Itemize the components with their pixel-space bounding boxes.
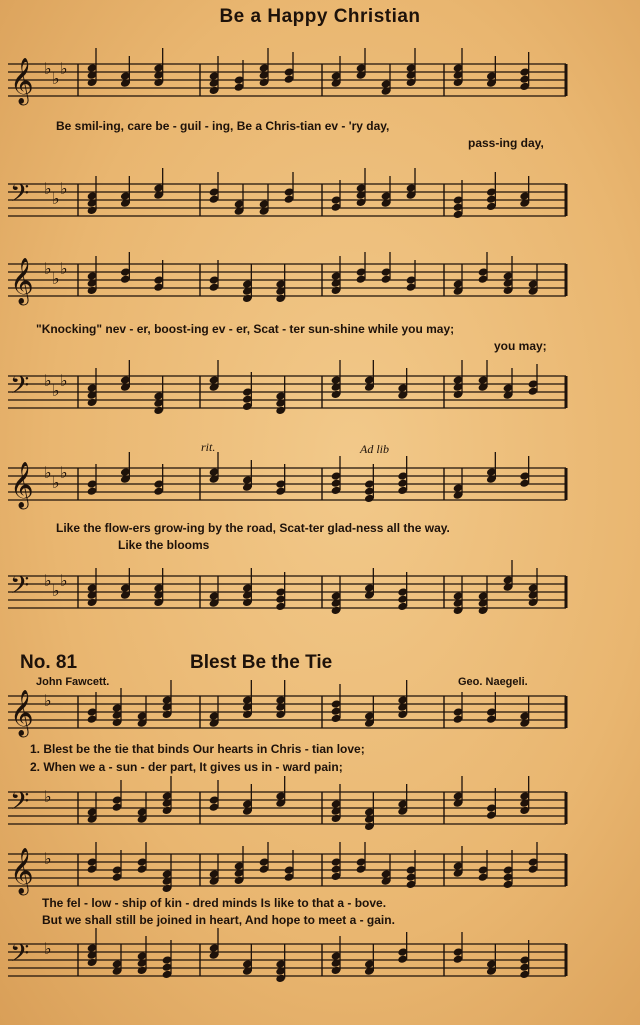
flat-sign: ♭ — [52, 473, 60, 492]
flat-sign: ♭ — [60, 463, 68, 482]
flat-sign: ♭ — [44, 259, 52, 278]
flat-sign: ♭ — [52, 381, 60, 400]
treble-clef: 𝄞 — [10, 258, 34, 304]
lyric-line: 2. When we a - sun - der part, It gives us in - ward pain; — [30, 760, 343, 774]
flat-sign: ♭ — [60, 571, 68, 590]
bass-clef: 𝄢 — [10, 939, 30, 974]
author-credit: John Fawcett. — [36, 676, 110, 688]
music-staff — [0, 558, 640, 638]
hymn-title: Be a Happy Christian — [219, 6, 421, 27]
lyric-line: Like the blooms — [118, 538, 210, 552]
flat-sign: ♭ — [44, 939, 52, 958]
music-staff — [0, 778, 640, 838]
lyric-line: But we shall still be joined in heart, And hope to meet a - gain. — [42, 913, 395, 927]
music-staff — [0, 450, 640, 530]
lyric-line: you may; — [494, 339, 547, 353]
bass-clef: 𝄢 — [10, 571, 30, 606]
music-staff — [0, 930, 640, 990]
flat-sign: ♭ — [44, 571, 52, 590]
music-staff — [0, 358, 640, 438]
treble-clef: 𝄞 — [10, 58, 34, 104]
music-staff — [0, 46, 640, 126]
hymn-number: No. 81 — [20, 652, 78, 673]
ritardando-marking: rit. — [201, 440, 216, 454]
lyric-line: pass-ing day, — [468, 136, 544, 150]
flat-sign: ♭ — [44, 463, 52, 482]
flat-sign: ♭ — [44, 371, 52, 390]
flat-sign: ♭ — [44, 849, 52, 868]
music-staff — [0, 166, 640, 246]
flat-sign: ♭ — [60, 59, 68, 78]
flat-sign: ♭ — [44, 691, 52, 710]
bass-clef: 𝄢 — [10, 371, 30, 406]
bass-clef: 𝄢 — [10, 179, 30, 214]
lyric-line: Be smil-ing, care be - guil - ing, Be a Chris-tian ev - 'ry day, — [56, 119, 390, 133]
flat-sign: ♭ — [52, 269, 60, 288]
lyric-line: 1. Blest be the tie that binds Our hearts in Chris - tian love; — [30, 742, 365, 756]
music-staff — [0, 682, 640, 742]
hymn-title: Blest Be the Tie — [190, 652, 333, 673]
music-staff — [0, 246, 640, 326]
lyric-line: "Knocking" nev - er, boost-ing ev - er, Scat - ter sun-shine while you may; — [36, 322, 455, 336]
flat-sign: ♭ — [44, 787, 52, 806]
treble-clef: 𝄞 — [10, 462, 34, 508]
flat-sign: ♭ — [60, 179, 68, 198]
music-staff — [0, 840, 640, 900]
flat-sign: ♭ — [44, 179, 52, 198]
lyric-line: The fel - low - ship of kin - dred minds Is like to that a - bove. — [42, 896, 387, 910]
lyric-line: Like the flow-ers grow-ing by the road, Scat-ter glad-ness all the way. — [56, 521, 450, 535]
treble-clef: 𝄞 — [10, 690, 34, 736]
flat-sign: ♭ — [60, 259, 68, 278]
flat-sign: ♭ — [60, 371, 68, 390]
treble-clef: 𝄞 — [10, 848, 34, 894]
flat-sign: ♭ — [52, 581, 60, 600]
composer-credit: Geo. Naegeli. — [458, 676, 528, 688]
flat-sign: ♭ — [52, 189, 60, 208]
flat-sign: ♭ — [52, 69, 60, 88]
ad-lib-marking: Ad lib — [360, 442, 389, 456]
bass-clef: 𝄢 — [10, 787, 30, 822]
flat-sign: ♭ — [44, 59, 52, 78]
